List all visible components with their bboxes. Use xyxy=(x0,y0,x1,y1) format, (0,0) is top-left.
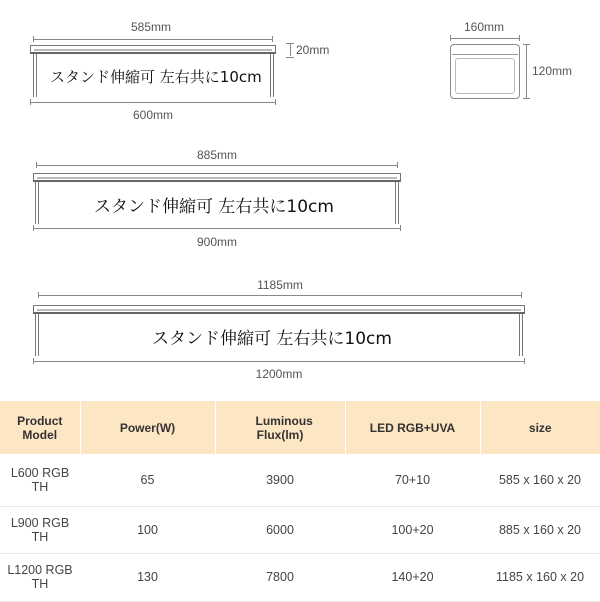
dimension-tick xyxy=(33,36,34,42)
stand-note: スタンド伸縮可 左右共に10cm xyxy=(152,329,392,349)
cell-power: 100 xyxy=(80,506,215,553)
light-bar xyxy=(30,45,276,54)
side-width-label: 160mm xyxy=(463,20,504,34)
stand-leg-right xyxy=(270,54,274,97)
header-size: size xyxy=(480,401,600,454)
bottom-dimension-line xyxy=(33,361,525,362)
bottom-dimension-line xyxy=(30,102,276,103)
spec-table-container xyxy=(0,401,600,602)
cell-flux: 7800 xyxy=(215,553,345,601)
top-dimension-label: 1185mm xyxy=(257,278,303,292)
header-led: LED RGB+UVA xyxy=(345,401,480,454)
cell-size: 1185 x 160 x 20 xyxy=(480,553,600,601)
top-dimension-label: 585mm xyxy=(130,20,171,34)
spec-table xyxy=(0,401,600,602)
height-dimension-label: 20mm xyxy=(296,43,330,57)
cell-model: L600 RGB TH xyxy=(0,454,80,506)
top-dimension-label: 885mm xyxy=(196,148,237,162)
side-height-label: 120mm xyxy=(532,64,573,78)
side-height-line xyxy=(526,44,527,99)
table-row xyxy=(0,553,600,601)
bottom-dimension-label: 900mm xyxy=(196,235,237,249)
table-row xyxy=(0,506,600,553)
stand-leg-left xyxy=(35,314,39,356)
stand-leg-left xyxy=(35,182,39,224)
header-product-model: Product Model xyxy=(0,401,80,454)
table-row xyxy=(0,454,600,506)
cell-power: 130 xyxy=(80,553,215,601)
cell-led: 140+20 xyxy=(345,553,480,601)
top-dimension-line xyxy=(33,39,273,40)
bottom-dimension-label: 600mm xyxy=(132,108,173,122)
side-frame-panel xyxy=(455,58,515,94)
cell-flux: 3900 xyxy=(215,454,345,506)
cell-model: L900 RGB TH xyxy=(0,506,80,553)
cell-led: 100+20 xyxy=(345,506,480,553)
light-bar xyxy=(33,173,401,182)
cell-power: 65 xyxy=(80,454,215,506)
cell-flux: 6000 xyxy=(215,506,345,553)
stand-note: スタンド伸縮可 左右共に10cm xyxy=(94,197,334,217)
stand-leg-right xyxy=(395,182,399,224)
side-width-line xyxy=(450,38,520,39)
cell-model: L1200 RGB TH xyxy=(0,553,80,601)
light-bar xyxy=(33,305,525,314)
cell-size: 585 x 160 x 20 xyxy=(480,454,600,506)
stand-leg-left xyxy=(33,54,37,97)
bottom-dimension-line xyxy=(33,228,401,229)
bottom-dimension-label: 1200mm xyxy=(255,367,303,381)
cell-led: 70+10 xyxy=(345,454,480,506)
header-luminous-flux: Luminous Flux(lm) xyxy=(215,401,345,454)
header-power: Power(W) xyxy=(80,401,215,454)
top-dimension-line xyxy=(36,165,398,166)
dimension-tick xyxy=(272,36,273,42)
table-header-row xyxy=(0,401,600,454)
cell-size: 885 x 160 x 20 xyxy=(480,506,600,553)
side-frame-top xyxy=(452,46,518,55)
top-dimension-line xyxy=(38,295,522,296)
stand-note: スタンド伸縮可 左右共に10cm xyxy=(50,68,262,86)
stand-leg-right xyxy=(519,314,523,356)
